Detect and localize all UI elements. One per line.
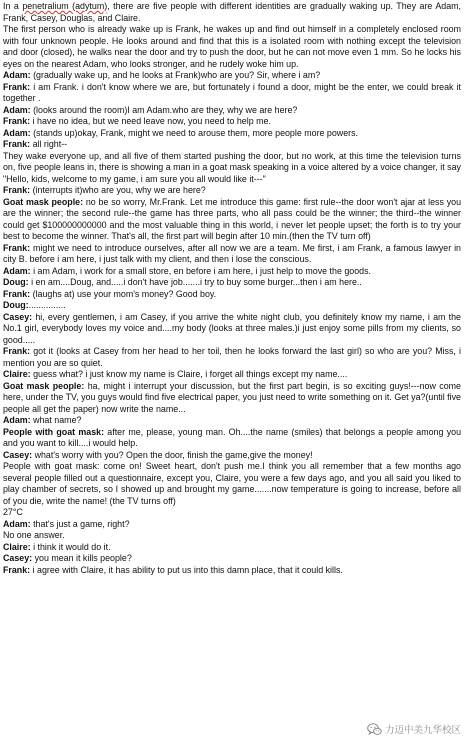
dialogue-text: i have no idea, but we need leave now, you need to help me.	[30, 116, 271, 126]
dialogue-line	[3, 185, 461, 197]
dialogue-text: got it (looks at Casey from her head to her toil, then he looks forward the last girl) so who are you? Miss, i mention you are so quiet.	[3, 346, 461, 368]
dialogue-line	[3, 116, 461, 128]
speaker-name: Adam:	[3, 70, 31, 80]
speaker-name: Frank:	[3, 116, 31, 126]
dialogue-text: guess what? i just know my name is Claire, i forget all things except my name....	[30, 369, 348, 379]
speaker-name: Frank:	[3, 564, 31, 575]
dialogue-text: i am Frank. i don't know where we are, but fortunately i found a door, might be the enter, we could break it together .	[3, 81, 461, 103]
speaker-name: Doug:	[3, 300, 29, 310]
dialogue-line	[3, 565, 461, 577]
dialogue-text: i agree with Claire, it has ability to put us into this damn place, that it could kills.	[30, 564, 343, 575]
stage-direction: No one answer.	[3, 530, 65, 540]
speaker-name: Frank:	[3, 185, 31, 195]
dialogue-line	[3, 139, 461, 151]
dialogue-text: might we need to introduce ourselves, after all now we are a team. Me first, i am Frank, a famous lawyer in city B. before i am here, i just talk with my client, and then i lose the conscious.	[3, 242, 461, 264]
speaker-name: Adam:	[3, 265, 31, 276]
dialogue-text: all right--	[30, 139, 68, 149]
narration-paragraph: People with goat mask: come on! Sweet heart, don't push me.I think you all remember that a few months ago several people filled out a questionnaire, except you, Claire, you were a few days ago, and you all said you liked to play chamber of secrets, so I showed up and brought my game.......now temperature is going to increase, before all of you die, write the name! (the TV turns off)	[3, 461, 461, 506]
dialogue-text: (gradually wake up, and he looks at Frank)who are you? Sir, where i am?	[30, 70, 321, 80]
dialogue-line	[3, 197, 461, 243]
watermark-text: 力迈中美九华校区	[384, 725, 461, 736]
dialogue-text: (interrupts it)who are you, why we are here?	[30, 185, 206, 195]
wechat-icon	[367, 723, 382, 736]
dialogue-text: you mean it kills people?	[32, 553, 132, 563]
temperature-reading: 27°C	[3, 507, 23, 517]
dialogue-line	[3, 450, 461, 462]
dialogue-line	[3, 553, 461, 565]
dialogue-text: after me, please, young man. Oh....the name (smiles) that belongs a people among you and you want to kill....i would help.	[3, 426, 462, 448]
speaker-name: Frank:	[3, 346, 31, 356]
dialogue-text: i am Adam, i work for a small store, en before i am here, i just help to move the goods.	[30, 265, 371, 276]
dialogue-text: no be so worry, Mr.Frank. Let me introduce this game: first rule--the door won't ajar at less you are the winner; the second rule--the game has three parts, who all pass could be the winner; the third--the winner could get $100000000000 and the most valuable thing in this world, i never let people upset; the forth is to try your best to become the winner. That's all, the first part will begin after 10 min.(then the TV turn off)	[3, 196, 462, 241]
dialogue-line	[3, 243, 461, 266]
speaker-name: Claire:	[3, 369, 31, 379]
dialogue-text: what's worry with you? Open the door, finish the game,give the money!	[32, 449, 313, 460]
dialogue-text: what name?	[30, 415, 82, 425]
speaker-name: Adam:	[3, 104, 31, 115]
dialogue-text: (laughs at) use your mom's money? Good boy.	[30, 288, 217, 299]
speaker-name: Adam:	[3, 127, 31, 138]
narration-paragraph: They wake everyone up, and all five of them started pushing the door, but no work, at this time the television turns on, five people leans in, there is showing a man in a goat mask speaking in a voice altered by a voice changer, it say "Hello, kids, welcome to my game, i am sure you all would like it---"	[3, 150, 461, 184]
speaker-name: Goat mask people:	[3, 196, 84, 207]
dialogue-line	[3, 82, 461, 105]
dialogue-line	[3, 105, 461, 117]
speaker-name: Casey:	[3, 311, 33, 322]
dialogue-text: ...............	[28, 300, 66, 310]
dialogue-line	[3, 277, 461, 289]
script-document	[3, 1, 461, 576]
speaker-name: Frank:	[3, 81, 31, 92]
intro-paragraph: In a penetralium (adytum), there are five people with different identities are gradually waking up. They are Adam, Frank, Casey, Douglas, and Claire.	[3, 1, 461, 23]
dialogue-text: i en am....Doug, and.....i don't have job.......i try to buy some burger...then i am here..	[28, 277, 362, 287]
dialogue-text: ha, might i interrupt your discussion, but the first part begin, is so exciting guys!---now come here, under the TV, you guys would find five electrical paper, you just need to write something on it. Get ya?(until five people all get the paper) now write the name...	[3, 380, 461, 414]
speaker-name: Goat mask people:	[3, 380, 85, 391]
speaker-name: Frank:	[3, 288, 31, 299]
speaker-name: Claire:	[3, 541, 31, 552]
speaker-name: Casey:	[3, 449, 33, 460]
dialogue-text: that's just a game, right?	[30, 518, 130, 529]
dialogue-line	[3, 346, 461, 369]
dialogue-line	[3, 312, 461, 347]
dialogue-text: (looks around the room)I am Adam.who are they, why we are here?	[30, 104, 298, 115]
speaker-name: Adam:	[3, 518, 31, 529]
speaker-name: Frank:	[3, 139, 31, 149]
speaker-name: Frank:	[3, 242, 31, 253]
dialogue-line	[3, 542, 461, 554]
dialogue-line	[3, 427, 461, 450]
dialogue-line	[3, 128, 461, 140]
dialogue-line	[3, 415, 461, 427]
narration-paragraph: The first person who is already wake up is Frank, he wakes up and find out himself in a completely enclosed room with four unknown people. He looks around and find that this is a isolated room with nothing except the television and door (closed), he walks near the door and try to push the door, but he can not move even 1 mm. So he locks his eyes on the nearest Adam, who looks stronger, and he rudely woke him up.	[3, 24, 461, 69]
wechat-watermark	[367, 722, 461, 736]
dialogue-text: hi, every gentlemen, i am Casey, if you arrive the white night club, you definitely know my name, i am the No.1 girl, everybody loves my voice and....my body (looks at three males.)i just enjoy some pills from my clients, so good.....	[3, 311, 461, 345]
spellcheck-underlined-term: penetralium (adytum)	[22, 1, 108, 11]
dialogue-line	[3, 70, 461, 82]
dialogue-line	[3, 381, 461, 416]
dialogue-text: (stands up)okay, Frank, might we need to arouse them, more people more powers.	[30, 127, 359, 138]
dialogue-line	[3, 369, 461, 381]
speaker-name: Adam:	[3, 415, 31, 425]
dialogue-text: i think it would do it.	[30, 541, 111, 552]
speaker-name: People with goat mask:	[3, 426, 105, 437]
dialogue-line	[3, 300, 461, 312]
dialogue-line	[3, 519, 461, 531]
dialogue-line	[3, 289, 461, 301]
speaker-name: Doug:	[3, 277, 29, 287]
speaker-name: Casey:	[3, 553, 33, 563]
dialogue-line	[3, 266, 461, 278]
